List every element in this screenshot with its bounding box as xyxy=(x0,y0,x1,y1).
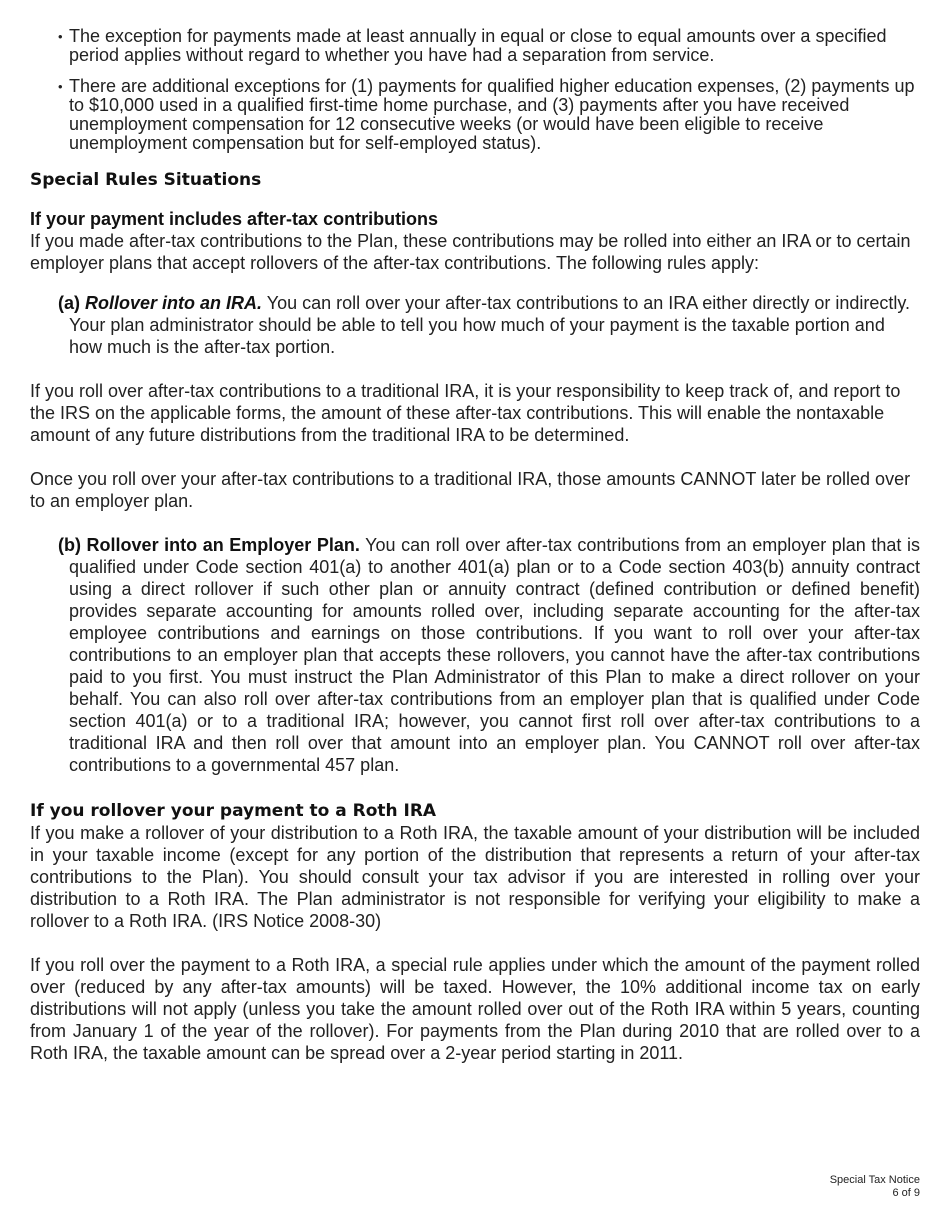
bullet-dot-icon: • xyxy=(58,79,63,94)
bullet-item xyxy=(30,27,920,65)
bullet-text: The exception for payments made at least annually in equal or close to equal amounts over a specified period applies without regard to whether you have had a separation from service. xyxy=(69,26,887,65)
bullet-text: There are additional exceptions for (1) payments for qualified higher education expenses, (2) payments up to $10,000 used in a qualified first-time home purchase, and (3) payments after you have received unemployment compensation for 12 consecutive weeks (or would have been eligible to receive unemployment compensation but for self-employed status). xyxy=(69,76,915,153)
page-number: 6 of 9 xyxy=(892,1187,920,1199)
item-b-title: (b) Rollover into an Employer Plan. xyxy=(58,535,360,555)
special-rules-heading: Special Rules Situations xyxy=(30,170,262,190)
item-b-text: You can roll over after-tax contributions from an employer plan that is qualified under Code section 401(a) to another 401(a) plan or to a Code section 403(b) annuity contract using a direct rollover if such other plan or annuity contract (defined contribution or defined benefit) provides separate accounting for amounts rolled over, including separate accounting for the after-tax employee contributions and earnings on those contributions. If you want to roll over your after-tax contributions to an employer plan that accepts these rollovers, you cannot have the after-tax contributions paid to you first. You must instruct the Plan Administrator of this Plan to make a direct rollover on your behalf. You can also roll over after-tax contributions from an employer plan that is qualified under Code section 401(a) or to a traditional IRA; however, you cannot first roll over after-tax contributions to a traditional IRA and then roll over that amount into an employer plan. You CANNOT roll over after-tax contributions to a governmental 457 plan. xyxy=(69,535,920,775)
footer-title: Special Tax Notice xyxy=(829,1174,920,1186)
traditional-ira-paragraph: If you roll over after-tax contributions to a traditional IRA, it is your responsibility to keep track of, and report to the IRS on the applicable forms, the amount of these after-tax contributions. This will enable the nontaxable amount of any future distributions from the traditional IRA to be determined. xyxy=(30,381,901,445)
rollover-ira-item xyxy=(30,292,920,358)
after-tax-heading: If your payment includes after-tax contributions xyxy=(30,209,439,229)
cannot-rollover-paragraph: Once you roll over your after-tax contributions to a traditional IRA, those amounts CANNOT later be rolled over to an employer plan. xyxy=(30,469,911,511)
document-page xyxy=(30,27,920,1064)
rollover-employer-item xyxy=(30,534,920,776)
item-a-text: You can roll over your after-tax contributions to an IRA either directly or indirectly. Your plan administrator should be able to tell you how much of your payment is the taxable portion and how much is the after-tax portion. xyxy=(69,293,911,357)
page-footer xyxy=(830,1174,920,1200)
roth-paragraph-2: If you roll over the payment to a Roth IRA, a special rule applies under which the amount of the payment rolled over (reduced by any after-tax amounts) will be taxed. However, the 10% additional income tax on early distributions will not apply (unless you take the amount rolled over out of the Roth IRA within 5 years, counting from January 1 of the year of the rollover). For payments from the Plan during 2010 that are rolled over to a Roth IRA, the taxable amount can be spread over a 2-year period starting in 2011. xyxy=(30,955,920,1063)
roth-ira-heading: If you rollover your payment to a Roth IRA xyxy=(30,801,437,821)
bullet-item xyxy=(30,77,920,153)
item-a-label: (a) xyxy=(58,293,80,313)
after-tax-intro: If you made after-tax contributions to the Plan, these contributions may be rolled into either an IRA or to certain employer plans that accept rollovers of the after-tax contributions. The following rules apply: xyxy=(30,231,911,273)
roth-paragraph-1: If you make a rollover of your distribution to a Roth IRA, the taxable amount of your distribution will be included in your taxable income (except for any portion of the distribution that represents a return of your after-tax contributions to the Plan). You should consult your tax advisor if you are interested in rolling over your distribution to a Roth IRA. The Plan administrator is not responsible for verifying your eligibility to make a rollover to a Roth IRA. (IRS Notice 2008-30) xyxy=(30,823,920,931)
item-a-title: Rollover into an IRA. xyxy=(85,293,263,313)
bullet-dot-icon: • xyxy=(58,29,63,44)
